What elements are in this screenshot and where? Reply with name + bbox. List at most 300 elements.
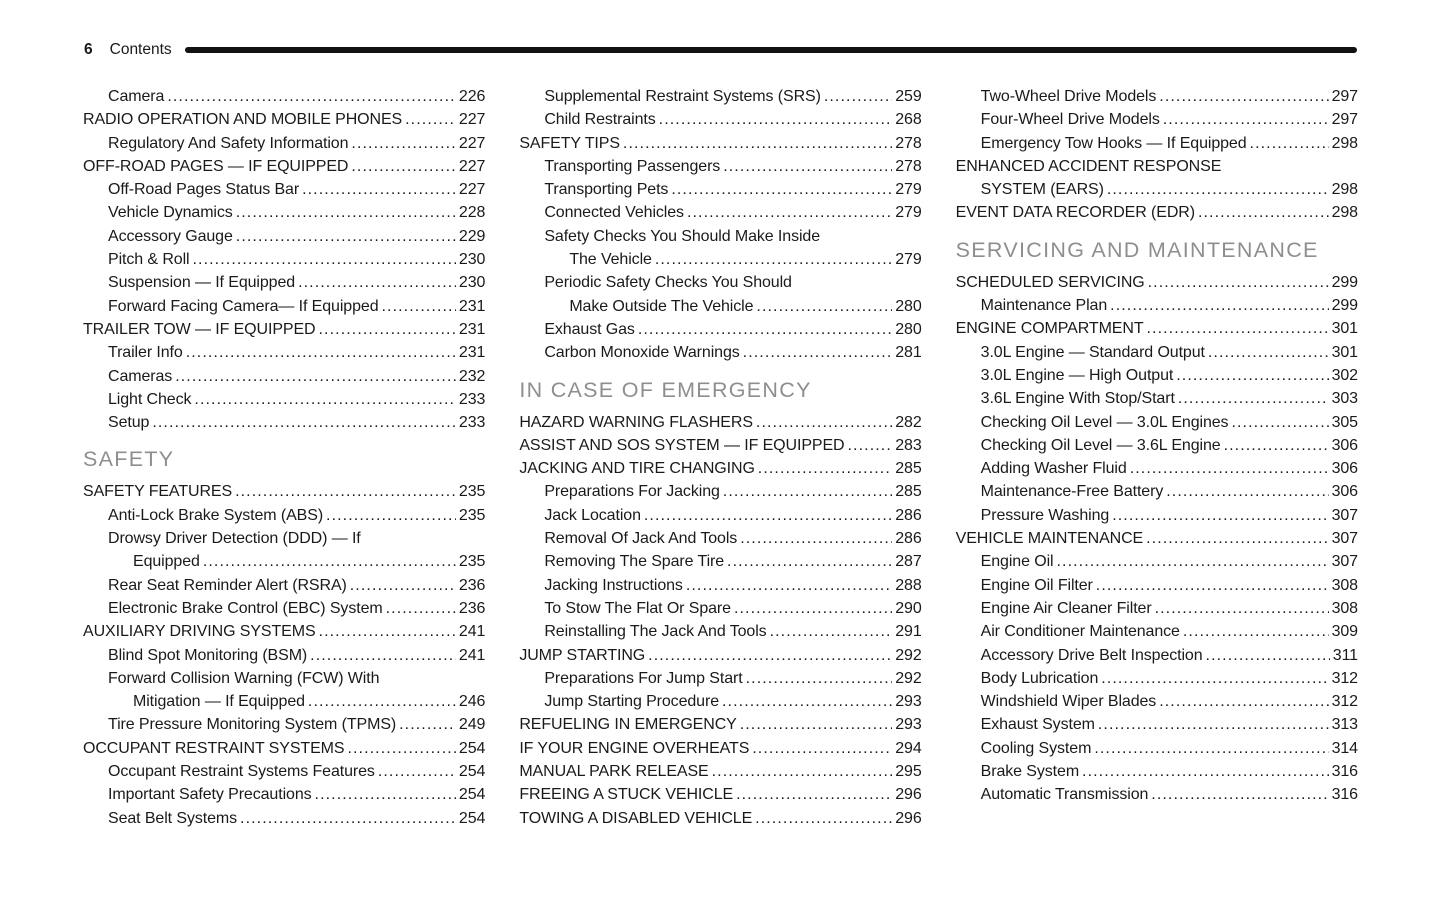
toc-entry[interactable] <box>83 108 485 131</box>
toc-entry[interactable] <box>956 341 1358 364</box>
toc-page-number: 235 <box>458 506 486 524</box>
toc-page-number: 288 <box>895 576 922 594</box>
toc-entry-title: Brake System <box>980 763 1080 781</box>
dot-leader <box>315 783 456 806</box>
toc-entry-title: Jump Starting Procedure <box>544 693 720 711</box>
toc-entry[interactable] <box>83 318 485 341</box>
toc-page-number: 286 <box>895 506 922 524</box>
toc-page-number: 295 <box>895 763 922 781</box>
toc-entry-title: Forward Collision Warning (FCW) With <box>108 669 380 687</box>
toc-entry[interactable] <box>956 550 1358 573</box>
toc-entry-title: Pitch & Roll <box>108 251 190 269</box>
toc-entry-title: Exhaust System <box>980 716 1095 734</box>
toc-entry-title: JUMP STARTING <box>519 646 646 664</box>
toc-page-number: 246 <box>458 693 486 711</box>
toc-entry[interactable] <box>519 201 921 224</box>
toc-entry-title: Cameras <box>108 367 173 385</box>
toc-page-number: 279 <box>895 251 922 269</box>
toc-page-number: 254 <box>458 786 486 804</box>
toc-entry[interactable] <box>956 457 1358 480</box>
dot-leader <box>723 480 892 503</box>
toc-entry-title: Vehicle Dynamics <box>108 204 233 222</box>
toc-entry-title: Four-Wheel Drive Models <box>980 111 1160 129</box>
toc-entry-line <box>83 155 485 178</box>
toc-entry[interactable] <box>519 504 921 527</box>
toc-entry[interactable] <box>519 690 921 713</box>
toc-entry[interactable] <box>83 760 485 783</box>
toc-entry[interactable] <box>83 480 485 503</box>
dot-leader <box>298 271 456 294</box>
toc-entry-line <box>519 201 921 224</box>
dot-leader <box>736 783 892 806</box>
dot-leader <box>175 365 456 388</box>
toc-entry[interactable] <box>83 411 485 434</box>
toc-page-number: 259 <box>895 88 922 105</box>
toc-entry-title: To Stow The Flat Or Spare <box>544 599 731 617</box>
toc-entry[interactable] <box>519 132 921 155</box>
toc-page-number: 291 <box>895 623 922 641</box>
toc-entry[interactable] <box>956 108 1358 131</box>
toc-entry-title: TOWING A DISABLED VEHICLE <box>519 809 753 827</box>
toc-entry-title: Camera <box>108 88 165 105</box>
toc-page-number: 254 <box>458 763 486 781</box>
toc-entry-title: REFUELING IN EMERGENCY <box>519 716 737 734</box>
toc-entry[interactable] <box>83 365 485 388</box>
dot-leader <box>203 550 456 573</box>
dot-leader <box>756 295 892 318</box>
toc-entry-line <box>519 457 921 480</box>
toc-page-number: 299 <box>1331 273 1358 291</box>
toc-entry-line <box>956 341 1358 364</box>
toc-entry[interactable] <box>519 108 921 131</box>
toc-entry[interactable] <box>956 132 1358 155</box>
toc-entry[interactable] <box>956 294 1358 317</box>
toc-page-number: 306 <box>1331 460 1358 478</box>
dot-leader <box>1176 364 1328 387</box>
dot-leader <box>235 480 456 503</box>
toc-entry-line <box>519 341 921 364</box>
toc-entry[interactable] <box>519 783 921 806</box>
toc-entry-line <box>519 318 921 341</box>
header-rule <box>185 47 1357 53</box>
toc-entry[interactable] <box>519 620 921 643</box>
toc-entry[interactable] <box>83 644 485 667</box>
dot-leader <box>727 550 892 573</box>
dot-leader <box>743 341 893 364</box>
toc-entry-line <box>83 807 485 830</box>
toc-entry[interactable] <box>83 155 485 178</box>
toc-entry[interactable] <box>519 480 921 503</box>
toc-entry[interactable] <box>956 317 1358 340</box>
toc-entry-line <box>83 85 485 108</box>
toc-entry-line <box>83 667 485 690</box>
toc-entry-title: SCHEDULED SERVICING <box>955 273 1145 291</box>
dot-leader <box>648 644 892 667</box>
toc-columns <box>83 85 1358 830</box>
toc-entry-line <box>83 690 485 713</box>
dot-leader <box>1147 317 1329 340</box>
toc-entry[interactable] <box>83 132 485 155</box>
toc-entry[interactable] <box>519 737 921 760</box>
toc-entry-line <box>956 178 1358 201</box>
toc-entry-line <box>83 783 485 806</box>
toc-page-number: 278 <box>895 157 922 175</box>
toc-entry[interactable] <box>956 201 1358 224</box>
toc-page-number: 279 <box>895 181 922 199</box>
dot-leader <box>712 760 893 783</box>
toc-entry-line <box>956 155 1358 178</box>
toc-page-number: 254 <box>458 739 486 757</box>
toc-entry-title: Exhaust Gas <box>544 320 635 338</box>
toc-entry-title: SYSTEM (EARS) <box>980 181 1104 199</box>
toc-entry[interactable] <box>83 201 485 224</box>
dot-leader <box>1130 457 1329 480</box>
dot-leader <box>1148 271 1329 294</box>
toc-entry[interactable] <box>956 737 1358 760</box>
toc-entry-line <box>83 271 485 294</box>
dot-leader <box>755 807 892 830</box>
toc-entry-line <box>956 317 1358 340</box>
toc-entry-line <box>519 807 921 830</box>
toc-entry[interactable] <box>519 434 921 457</box>
dot-leader <box>1151 783 1328 806</box>
toc-entry[interactable] <box>83 527 485 574</box>
toc-entry-line <box>83 480 485 503</box>
toc-entry-title: The Vehicle <box>569 251 652 269</box>
toc-entry-title: Air Conditioner Maintenance <box>980 623 1180 641</box>
toc-entry[interactable] <box>519 457 921 480</box>
toc-page-number: 227 <box>458 134 486 152</box>
toc-entry-title: Checking Oil Level — 3.0L Engines <box>980 413 1229 431</box>
toc-entry-title: Engine Air Cleaner Filter <box>980 599 1152 617</box>
toc-entry-title: OFF-ROAD PAGES — IF EQUIPPED <box>83 157 349 175</box>
toc-entry[interactable] <box>519 411 921 434</box>
toc-page-number: 302 <box>1331 366 1358 384</box>
toc-entry-title: 3.0L Engine — High Output <box>980 366 1174 384</box>
dot-leader <box>319 620 456 643</box>
toc-entry-line <box>83 550 485 573</box>
toc-page-number: 279 <box>895 204 922 222</box>
toc-entry-line <box>83 737 485 760</box>
toc-page-number: 287 <box>895 553 922 571</box>
toc-entry-line <box>519 480 921 503</box>
toc-page-number: 231 <box>458 297 486 315</box>
toc-entry-line <box>956 457 1358 480</box>
dot-leader <box>194 388 456 411</box>
toc-entry-line <box>956 294 1358 317</box>
toc-entry-line <box>83 620 485 643</box>
dot-leader <box>756 411 892 434</box>
toc-entry-title: Maintenance Plan <box>980 297 1108 315</box>
dot-leader <box>1163 108 1329 131</box>
toc-entry[interactable] <box>83 807 485 830</box>
dot-leader <box>1110 294 1328 317</box>
toc-entry[interactable] <box>83 713 485 736</box>
toc-page-number: 290 <box>895 599 922 617</box>
toc-page-number: 296 <box>895 809 922 827</box>
toc-entry-title: Electronic Brake Control (EBC) System <box>108 599 383 617</box>
toc-entry[interactable] <box>956 597 1358 620</box>
toc-entry-title: Light Check <box>108 390 192 408</box>
dot-leader <box>1098 713 1329 736</box>
toc-entry-line <box>83 527 485 550</box>
toc-entry-line <box>956 667 1358 690</box>
toc-page-number: 230 <box>458 251 486 269</box>
toc-entry[interactable] <box>956 783 1358 806</box>
dot-leader <box>240 807 456 830</box>
dot-leader <box>236 201 456 224</box>
toc-entry-title: 3.0L Engine — Standard Output <box>980 343 1205 361</box>
toc-column-3 <box>956 85 1358 830</box>
toc-entry-title: Rear Seat Reminder Alert (RSRA) <box>108 576 347 594</box>
dot-leader <box>1094 737 1328 760</box>
toc-page-number: 282 <box>895 413 922 431</box>
toc-entry-title: Carbon Monoxide Warnings <box>544 344 740 362</box>
toc-entry-title: VEHICLE MAINTENANCE <box>955 530 1144 548</box>
toc-entry-line <box>83 108 485 131</box>
dot-leader <box>1208 341 1329 364</box>
toc-page-number: 307 <box>1331 553 1358 571</box>
toc-column-1 <box>83 85 485 830</box>
toc-entry-title: JACKING AND TIRE CHANGING <box>519 460 755 478</box>
dot-leader <box>686 574 892 597</box>
toc-page-number: 294 <box>895 739 922 757</box>
toc-entry[interactable] <box>83 341 485 364</box>
toc-entry[interactable] <box>956 620 1358 643</box>
toc-entry-title: Setup <box>108 414 150 432</box>
toc-page-number: 312 <box>1331 669 1358 687</box>
toc-page-number: 226 <box>458 88 486 105</box>
toc-entry[interactable] <box>956 690 1358 713</box>
toc-entry-line <box>519 713 921 736</box>
toc-entry-line <box>83 341 485 364</box>
toc-entry-title: Adding Washer Fluid <box>980 460 1127 478</box>
toc-entry-line <box>83 713 485 736</box>
toc-page-number: 297 <box>1331 111 1358 129</box>
toc-page-number: 227 <box>458 111 486 129</box>
toc-entry[interactable] <box>956 411 1358 434</box>
toc-entry-line <box>83 295 485 318</box>
toc-entry-line <box>83 225 485 248</box>
toc-entry-title: Body Lubrication <box>980 669 1099 687</box>
toc-page-number: 229 <box>458 227 486 245</box>
toc-entry[interactable] <box>519 760 921 783</box>
dot-leader <box>1183 620 1329 643</box>
toc-entry-title: Transporting Passengers <box>544 157 721 175</box>
toc-page-number: 308 <box>1331 576 1358 594</box>
toc-entry[interactable] <box>83 783 485 806</box>
toc-entry-line <box>83 201 485 224</box>
toc-entry[interactable] <box>519 271 921 318</box>
toc-entry-title: Connected Vehicles <box>544 204 684 222</box>
toc-entry[interactable] <box>519 178 921 201</box>
toc-entry-line <box>83 760 485 783</box>
toc-entry-title: Equipped <box>133 553 200 571</box>
toc-entry[interactable] <box>83 737 485 760</box>
toc-entry-line <box>956 783 1358 806</box>
toc-entry[interactable] <box>956 364 1358 387</box>
toc-page-number: 235 <box>458 483 486 501</box>
toc-page-number: 298 <box>1331 134 1358 152</box>
toc-entry[interactable] <box>519 155 921 178</box>
section-header: IN CASE OF EMERGENCY <box>519 377 812 402</box>
toc-entry[interactable] <box>956 85 1358 108</box>
toc-entry-title: Forward Facing Camera— If Equipped <box>108 297 379 315</box>
toc-entry-title: OCCUPANT RESTRAINT SYSTEMS <box>83 739 345 757</box>
toc-entry-title: Accessory Gauge <box>108 227 233 245</box>
toc-entry[interactable] <box>519 667 921 690</box>
toc-page-number: 241 <box>458 646 486 664</box>
toc-entry[interactable] <box>956 271 1358 294</box>
toc-entry[interactable] <box>956 387 1358 410</box>
toc-entry-title: Engine Oil <box>980 553 1054 571</box>
dot-leader <box>659 108 893 131</box>
toc-entry-line <box>519 248 921 271</box>
toc-page-number: 280 <box>895 297 922 315</box>
toc-page-number: 233 <box>458 390 486 408</box>
toc-entry[interactable] <box>956 434 1358 457</box>
toc-page-number: 316 <box>1331 763 1358 781</box>
toc-entry-line <box>956 527 1358 550</box>
toc-entry[interactable] <box>956 644 1358 667</box>
toc-entry[interactable] <box>519 644 921 667</box>
toc-entry-title: SAFETY FEATURES <box>83 483 233 501</box>
dot-leader <box>655 248 892 271</box>
toc-entry-line <box>519 271 921 294</box>
toc-entry-title: Safety Checks You Should Make Inside <box>544 227 821 245</box>
dot-leader <box>302 178 456 201</box>
dot-leader <box>1206 644 1330 667</box>
toc-page-number: 286 <box>895 530 922 548</box>
section-header: SAFETY <box>83 447 175 472</box>
page-number: 6 <box>84 41 93 58</box>
toc-entry[interactable] <box>83 667 485 714</box>
toc-page-number: 293 <box>895 716 922 734</box>
toc-entry[interactable] <box>83 597 485 620</box>
toc-entry-line <box>519 411 921 434</box>
toc-page-number: 301 <box>1331 320 1358 338</box>
toc-entry[interactable] <box>83 504 485 527</box>
dot-leader <box>1096 574 1329 597</box>
toc-entry-line <box>956 132 1358 155</box>
toc-entry[interactable] <box>519 527 921 550</box>
dot-leader <box>740 713 893 736</box>
toc-entry-line <box>83 388 485 411</box>
toc-entry-title: EVENT DATA RECORDER (EDR) <box>955 204 1195 222</box>
toc-entry-line <box>83 248 485 271</box>
toc-entry[interactable] <box>519 550 921 573</box>
toc-entry-title: Emergency Tow Hooks — If Equipped <box>980 134 1247 152</box>
toc-page-number: 303 <box>1331 390 1358 408</box>
toc-entry[interactable] <box>83 225 485 248</box>
toc-entry[interactable] <box>956 713 1358 736</box>
toc-entry-line <box>83 318 485 341</box>
dot-leader <box>347 737 455 760</box>
toc-entry[interactable] <box>519 597 921 620</box>
toc-entry[interactable] <box>83 178 485 201</box>
toc-entry-line <box>519 225 921 248</box>
toc-entry[interactable] <box>519 225 921 272</box>
dot-leader <box>770 620 893 643</box>
toc-entry[interactable] <box>956 527 1358 550</box>
toc-entry[interactable] <box>519 807 921 830</box>
dot-leader <box>310 644 456 667</box>
toc-entry[interactable] <box>83 295 485 318</box>
contents-title: Contents <box>109 41 172 58</box>
toc-entry-title: Removal Of Jack And Tools <box>544 530 738 548</box>
toc-entry-line <box>956 620 1358 643</box>
dot-leader <box>193 248 456 271</box>
dot-leader <box>1224 434 1329 457</box>
dot-leader <box>350 574 456 597</box>
toc-entry-title: Supplemental Restraint Systems (SRS) <box>544 88 821 105</box>
toc-entry-line <box>956 574 1358 597</box>
toc-entry-line <box>519 155 921 178</box>
toc-entry-title: Accessory Drive Belt Inspection <box>980 646 1203 664</box>
toc-entry[interactable] <box>956 667 1358 690</box>
toc-entry[interactable] <box>956 574 1358 597</box>
toc-page-number: 316 <box>1331 786 1358 804</box>
toc-entry-line <box>956 387 1358 410</box>
toc-entry[interactable] <box>956 155 1358 202</box>
toc-entry[interactable] <box>83 620 485 643</box>
toc-page-number: 235 <box>458 553 486 571</box>
toc-page-number: 293 <box>895 693 922 711</box>
toc-entry-title: MANUAL PARK RELEASE <box>519 763 709 781</box>
toc-entry[interactable] <box>83 271 485 294</box>
dot-leader <box>405 108 456 131</box>
toc-entry[interactable] <box>519 341 921 364</box>
toc-entry-title: Maintenance-Free Battery <box>980 483 1164 501</box>
toc-entry[interactable] <box>83 574 485 597</box>
toc-entry-title: Off-Road Pages Status Bar <box>108 181 300 199</box>
toc-entry-line <box>956 713 1358 736</box>
toc-entry-line <box>519 690 921 713</box>
toc-entry-title: ENGINE COMPARTMENT <box>955 320 1144 338</box>
dot-leader <box>824 85 892 108</box>
toc-entry[interactable] <box>83 248 485 271</box>
toc-entry-title: Preparations For Jump Start <box>544 669 743 687</box>
toc-page-number: 227 <box>458 181 486 199</box>
dot-leader <box>319 318 456 341</box>
toc-page-number: 307 <box>1331 530 1358 548</box>
toc-page-number: 285 <box>895 460 922 478</box>
toc-entry-line <box>956 597 1358 620</box>
dot-leader <box>351 155 456 178</box>
toc-entry-title: TRAILER TOW — IF EQUIPPED <box>83 320 316 338</box>
toc-page-number: 227 <box>458 157 486 175</box>
toc-entry[interactable] <box>83 388 485 411</box>
toc-entry-line <box>956 108 1358 131</box>
toc-entry[interactable] <box>519 574 921 597</box>
toc-entry-line <box>956 411 1358 434</box>
toc-entry-line <box>519 85 921 108</box>
toc-entry[interactable] <box>519 713 921 736</box>
toc-entry[interactable] <box>956 480 1358 503</box>
toc-entry[interactable] <box>83 85 485 108</box>
toc-entry-title: Pressure Washing <box>980 506 1110 524</box>
toc-entry[interactable] <box>956 760 1358 783</box>
toc-entry-line <box>956 480 1358 503</box>
dot-leader <box>734 597 892 620</box>
dot-leader <box>1166 480 1328 503</box>
toc-entry[interactable] <box>956 504 1358 527</box>
toc-page-number: 285 <box>895 483 922 501</box>
dot-leader <box>152 411 456 434</box>
toc-entry[interactable] <box>519 318 921 341</box>
toc-entry[interactable] <box>519 85 921 108</box>
toc-entry-line <box>956 364 1358 387</box>
